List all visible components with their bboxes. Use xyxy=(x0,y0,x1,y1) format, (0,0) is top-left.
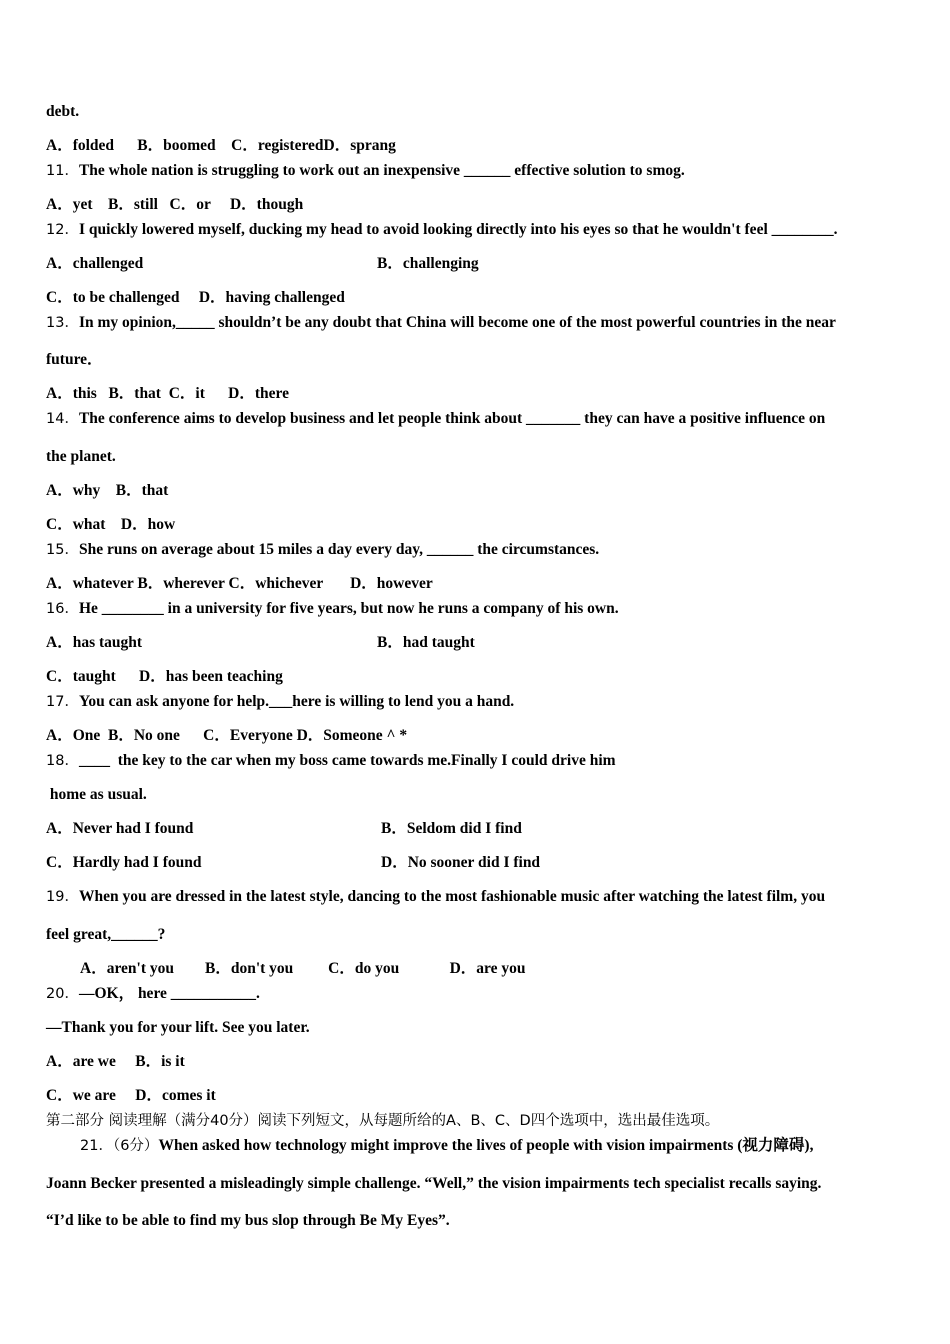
question-text: In my opinion,_____ shouldn’t be any doubt that China will become one of the most powerful countries in the near xyxy=(78,314,836,331)
question-text: I quickly lowered myself, ducking my head to avoid looking directly into his eyes so that he wouldn't feel ________. xyxy=(78,221,838,238)
options-line: A．this B．that C．it D．there xyxy=(46,385,289,402)
question-21 xyxy=(80,1137,813,1155)
options-line: C．we are D．comes it xyxy=(46,1087,216,1104)
question-19 xyxy=(46,888,825,906)
options-line: A．yet B．still C．or D．though xyxy=(46,196,304,213)
question-number: 18． xyxy=(46,753,79,769)
question-text: —OK， here ___________. xyxy=(78,985,260,1002)
options-line: A．aren't you B．don't you C．do you D．are you xyxy=(80,960,526,977)
question-15 xyxy=(46,541,599,559)
question-number: 11． xyxy=(46,163,79,179)
option-c: C．Hardly had I found xyxy=(46,854,202,871)
text-line: “I’d like to be able to find my bus slop through Be My Eyes”. xyxy=(46,1212,450,1229)
question-text: When asked how technology might improve the lives of people with vision impairments (视力障碍), xyxy=(158,1137,814,1154)
question-text: The whole nation is struggling to work out an inexpensive ______ effective solution to smog. xyxy=(78,162,685,179)
option-b: B．had taught xyxy=(377,634,475,651)
options-line: C．to be challenged D．having challenged xyxy=(46,289,345,306)
question-text: He ________ in a university for five years, but now he runs a company of his own. xyxy=(78,600,619,617)
options-line: A．whatever B．wherever C．whichever D．however xyxy=(46,575,433,592)
question-11 xyxy=(46,162,685,180)
options-line: A．folded B．boomed C．registeredD．sprang xyxy=(46,137,396,154)
question-14 xyxy=(46,410,825,428)
text-line: —Thank you for your lift. See you later. xyxy=(46,1019,310,1036)
options-line: A．why B．that xyxy=(46,482,169,499)
question-text: She runs on average about 15 miles a day every day, ______ the circumstances. xyxy=(78,541,600,558)
question-18 xyxy=(46,752,616,770)
text-line: future． xyxy=(46,351,103,368)
question-number: 20． xyxy=(46,986,79,1002)
section-heading: 第二部分 阅读理解（满分40分）阅读下列短文，从每题所给的A、B、C、D四个选项中，选出最佳选项。 xyxy=(46,1113,720,1129)
question-text: The conference aims to develop business and let people think about _______ they can have a positive influence on xyxy=(78,410,826,427)
option-a: A．has taught xyxy=(46,634,143,651)
text-line: feel great,______? xyxy=(46,926,166,943)
question-number: 13． xyxy=(46,315,79,331)
text-line: debt. xyxy=(46,103,80,120)
question-text: When you are dressed in the latest style, dancing to the most fashionable music after watching the latest film, you xyxy=(78,888,826,905)
options-line: C．taught D．has been teaching xyxy=(46,668,283,685)
question-text: ____ the key to the car when my boss came towards me.Finally I could drive him xyxy=(78,752,616,769)
text-line: Joann Becker presented a misleadingly simple challenge. “Well,” the vision impairments tech specialist recalls saying. xyxy=(46,1175,822,1192)
question-number: 12． xyxy=(46,222,79,238)
question-13 xyxy=(46,314,836,332)
question-number: 14． xyxy=(46,411,79,427)
option-a: A．Never had I found xyxy=(46,820,194,837)
options-line: A．One B．No one C．Everyone D．Someone ^ * xyxy=(46,727,408,744)
text-line: home as usual. xyxy=(46,786,147,803)
question-20 xyxy=(46,985,260,1003)
text-line: the planet. xyxy=(46,448,116,465)
option-b: B．challenging xyxy=(377,255,479,272)
question-text: You can ask anyone for help.___here is willing to lend you a hand. xyxy=(78,693,515,710)
options-line: A．are we B．is it xyxy=(46,1053,185,1070)
option-b: B．Seldom did I find xyxy=(381,820,522,837)
options-line: C．what D．how xyxy=(46,516,176,533)
question-number: 17． xyxy=(46,694,79,710)
question-16 xyxy=(46,600,619,618)
question-number: 16． xyxy=(46,601,79,617)
option-a: A．challenged xyxy=(46,255,144,272)
question-17 xyxy=(46,693,514,711)
question-number: 19． xyxy=(46,889,79,905)
option-d: D．No sooner did I find xyxy=(381,854,541,871)
question-number: 21．（6分） xyxy=(80,1138,159,1154)
question-12 xyxy=(46,221,838,239)
question-number: 15． xyxy=(46,542,79,558)
